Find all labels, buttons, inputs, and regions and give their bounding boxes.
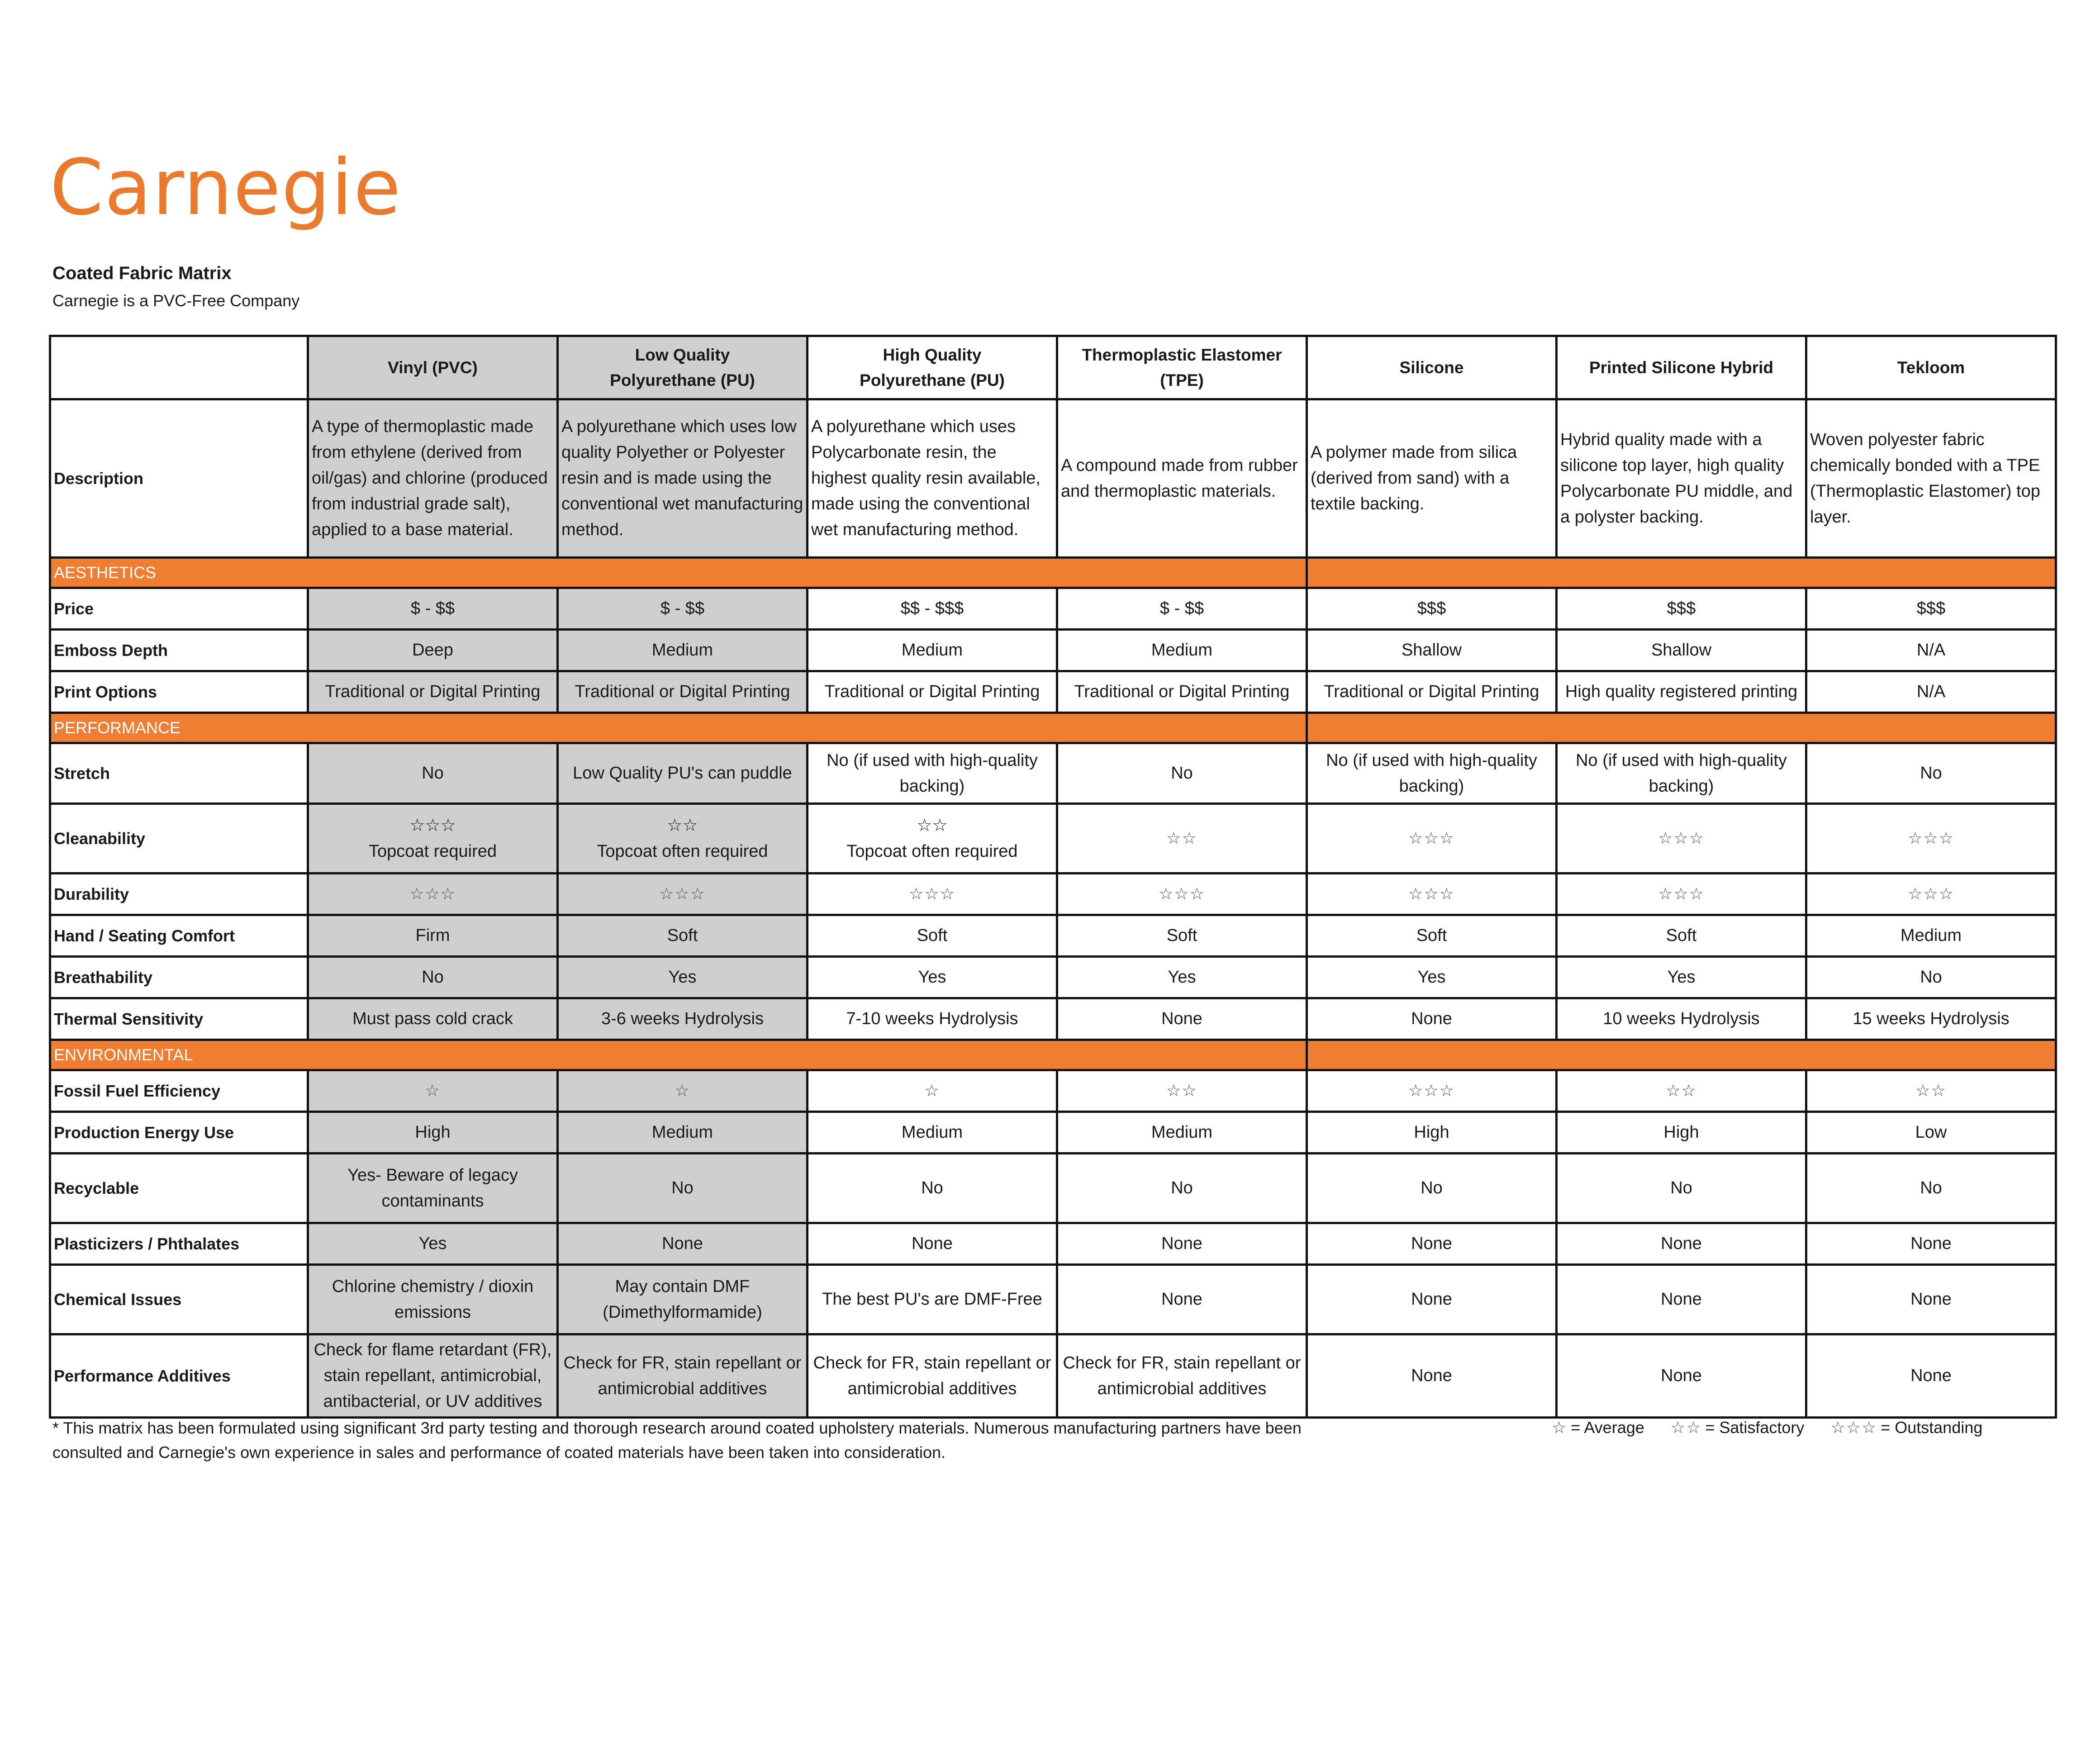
table-cell: None (1057, 1223, 1307, 1265)
table-cell: Soft (558, 915, 808, 957)
table-cell (1057, 1070, 1307, 1112)
star-rating-icon: ☆☆☆ (659, 885, 706, 903)
table-cell: None (1307, 1265, 1557, 1334)
row-label: Stretch (50, 743, 308, 804)
table-cell: Traditional or Digital Printing (558, 671, 808, 713)
table-cell: No (308, 957, 558, 998)
star-rating-icon: ☆ (924, 1082, 940, 1100)
table-cell: N/A (1806, 630, 2056, 671)
column-header: Tekloom (1806, 336, 2056, 399)
table-cell: No (1806, 743, 2056, 804)
page-subtitle: Carnegie is a PVC-Free Company (52, 291, 300, 310)
table-cell (558, 1070, 808, 1112)
table-cell (1307, 804, 1557, 874)
table-cell: 7-10 weeks Hydrolysis (808, 998, 1057, 1040)
table-cell (808, 874, 1057, 915)
row-label: Plasticizers / Phthalates (50, 1223, 308, 1265)
table-cell: Shallow (1307, 630, 1557, 671)
star-rating-icon: ☆☆☆ (1658, 885, 1705, 903)
table-cell: $ - $$ (1057, 588, 1307, 630)
table-cell: Low (1806, 1112, 2056, 1154)
table-cell (1557, 804, 1806, 874)
section-header-fill (1307, 713, 2056, 743)
table-cell (1307, 874, 1557, 915)
table-cell: $$$ (1806, 588, 2056, 630)
table-cell (1806, 1070, 2056, 1112)
table-cell: None (1557, 1223, 1806, 1265)
section-header-row (50, 713, 2056, 743)
table-cell: None (1806, 1334, 2056, 1418)
table-cell: None (1057, 998, 1307, 1040)
table-row (50, 1334, 2056, 1418)
table-cell: Shallow (1557, 630, 1806, 671)
table-cell (308, 874, 558, 915)
table-cell: High quality registered printing (1557, 671, 1806, 713)
table-cell: $ - $$ (558, 588, 808, 630)
header-row (50, 336, 2056, 399)
table-cell: Medium (1806, 915, 2056, 957)
star-icon: ☆ (1552, 1419, 1568, 1437)
table-cell: None (808, 1223, 1057, 1265)
table-cell: Soft (1307, 915, 1557, 957)
rating-with-note: ☆☆ Topcoat often required (597, 816, 768, 861)
star-rating-icon: ☆☆☆ (409, 885, 456, 903)
table-cell: None (1307, 998, 1557, 1040)
table-cell: $$$ (1307, 588, 1557, 630)
table-cell: N/A (1806, 671, 2056, 713)
table-cell: Yes (558, 957, 808, 998)
row-label: Description (50, 399, 308, 558)
table-cell (1557, 874, 1806, 915)
star-rating-icon: ☆☆☆ (1908, 885, 1954, 903)
description-cell: A type of thermoplastic made from ethylene (derived from oil/gas) and chlorine (produced from industrial grade salt), applied to a base material. (308, 399, 558, 558)
section-header-fill (1307, 1040, 2056, 1070)
table-cell: No (1806, 957, 2056, 998)
table-cell: No (558, 1154, 808, 1223)
table-row (50, 1070, 2056, 1112)
table-cell: None (1557, 1265, 1806, 1334)
table-cell: High (1307, 1112, 1557, 1154)
star-rating-icon: ☆☆ (1666, 1082, 1697, 1100)
table-row (50, 1112, 2056, 1154)
row-label: Emboss Depth (50, 630, 308, 671)
table-row (50, 1154, 2056, 1223)
rating-with-note: ☆☆☆ Topcoat required (368, 816, 497, 861)
row-label: Breathability (50, 957, 308, 998)
table-cell: May contain DMF (Dimethylformamide) (558, 1265, 808, 1334)
table-cell (308, 804, 558, 874)
rating-with-note: ☆☆ Topcoat often required (846, 816, 1018, 861)
star-icon: ☆☆☆ (1830, 1419, 1877, 1437)
section-header: ENVIRONMENTAL (50, 1040, 1307, 1070)
table-row (50, 1223, 2056, 1265)
row-label: Fossil Fuel Efficiency (50, 1070, 308, 1112)
table-cell: Chlorine chemistry / dioxin emissions (308, 1265, 558, 1334)
table-row (50, 874, 2056, 915)
table-row (50, 588, 2056, 630)
table-row (50, 743, 2056, 804)
table-cell: Yes (808, 957, 1057, 998)
table-cell: Medium (1057, 630, 1307, 671)
table-cell: None (1057, 1265, 1307, 1334)
section-header: AESTHETICS (50, 558, 1307, 588)
table-cell: No (1307, 1154, 1557, 1223)
carnegie-logo: Carnegie (50, 143, 402, 233)
table-cell: Check for flame retardant (FR), stain repellant, antimicrobial, antibacterial, or UV additives (308, 1334, 558, 1418)
star-icon: ☆☆ (1670, 1419, 1702, 1437)
table-cell: Soft (1557, 915, 1806, 957)
table-cell: Medium (558, 1112, 808, 1154)
table-cell: None (558, 1223, 808, 1265)
table-row (50, 630, 2056, 671)
section-header-row (50, 1040, 2056, 1070)
star-rating-icon: ☆☆☆ (1408, 885, 1455, 903)
table-cell: Traditional or Digital Printing (308, 671, 558, 713)
table-cell: $$ - $$$ (808, 588, 1057, 630)
table-cell: 15 weeks Hydrolysis (1806, 998, 2056, 1040)
coated-fabric-matrix-table (49, 335, 2057, 1419)
description-cell: A polyurethane which uses low quality Polyether or Polyester resin and is made using the conventional wet manufacturing method. (558, 399, 808, 558)
table-cell: The best PU's are DMF-Free (808, 1265, 1057, 1334)
description-cell: Woven polyester fabric chemically bonded with a TPE (Thermoplastic Elastomer) top layer. (1806, 399, 2056, 558)
table-cell: No (1806, 1154, 2056, 1223)
table-cell (1057, 804, 1307, 874)
table-cell: Traditional or Digital Printing (808, 671, 1057, 713)
table-cell: None (1806, 1265, 2056, 1334)
table-cell: Must pass cold crack (308, 998, 558, 1040)
table-cell (808, 1070, 1057, 1112)
table-cell: None (1557, 1334, 1806, 1418)
table-cell: Yes (1307, 957, 1557, 998)
table-cell: Medium (808, 1112, 1057, 1154)
table-cell (308, 1070, 558, 1112)
table-cell: Medium (1057, 1112, 1307, 1154)
table-cell: None (1307, 1334, 1557, 1418)
table-cell: No (808, 1154, 1057, 1223)
table-cell: Yes- Beware of legacy contaminants (308, 1154, 558, 1223)
description-cell: A polyurethane which uses Polycarbonate resin, the highest quality resin available, made using the conventional wet manufacturing method. (808, 399, 1057, 558)
table-cell: None (1307, 1223, 1557, 1265)
column-header: Silicone (1307, 336, 1557, 399)
table-row (50, 1265, 2056, 1334)
legend-label: = Outstanding (1881, 1418, 1983, 1437)
table-cell: No (1057, 743, 1307, 804)
star-rating-icon: ☆ (675, 1082, 690, 1100)
row-label: Price (50, 588, 308, 630)
star-rating-icon: ☆☆☆ (1408, 829, 1455, 848)
table-cell: Yes (1057, 957, 1307, 998)
row-label: Thermal Sensitivity (50, 998, 308, 1040)
table-cell: 10 weeks Hydrolysis (1557, 998, 1806, 1040)
table-cell: No (308, 743, 558, 804)
table-cell: Medium (558, 630, 808, 671)
table-cell: High (1557, 1112, 1806, 1154)
table-cell: Soft (808, 915, 1057, 957)
row-label: Cleanability (50, 804, 308, 874)
legend-item-satisfactory (1671, 1418, 1805, 1437)
table-cell: No (1557, 1154, 1806, 1223)
table-cell: No (1057, 1154, 1307, 1223)
table-cell: Check for FR, stain repellant or antimicrobial additives (808, 1334, 1057, 1418)
table-row (50, 998, 2056, 1040)
row-label: Recyclable (50, 1154, 308, 1223)
section-header: PERFORMANCE (50, 713, 1307, 743)
table-cell (558, 874, 808, 915)
table-cell (1806, 804, 2056, 874)
table-cell: No (if used with high-quality backing) (1557, 743, 1806, 804)
table-cell (808, 804, 1057, 874)
column-header: Low Quality Polyurethane (PU) (558, 336, 808, 399)
row-label: Durability (50, 874, 308, 915)
table-cell: Yes (1557, 957, 1806, 998)
section-header-fill (1307, 558, 2056, 588)
page-title: Coated Fabric Matrix (52, 263, 232, 283)
table-cell: Soft (1057, 915, 1307, 957)
table-cell: Low Quality PU's can puddle (558, 743, 808, 804)
legend-item-average (1552, 1418, 1644, 1437)
table-cell: Yes (308, 1223, 558, 1265)
table-cell: Deep (308, 630, 558, 671)
legend-label: = Average (1571, 1418, 1644, 1437)
table-cell (1057, 874, 1307, 915)
column-header: Thermoplastic Elastomer (TPE) (1057, 336, 1307, 399)
table-cell: Traditional or Digital Printing (1307, 671, 1557, 713)
table-cell: Check for FR, stain repellant or antimicrobial additives (1057, 1334, 1307, 1418)
legend-label: = Satisfactory (1705, 1418, 1805, 1437)
row-label: Performance Additives (50, 1334, 308, 1418)
row-label: Chemical Issues (50, 1265, 308, 1334)
star-rating-icon: ☆ (425, 1082, 441, 1100)
description-cell: A compound made from rubber and thermoplastic materials. (1057, 399, 1307, 558)
star-rating-icon: ☆☆ (1166, 1082, 1197, 1100)
corner-cell (50, 336, 308, 399)
table-cell (1557, 1070, 1806, 1112)
table-row (50, 804, 2056, 874)
star-rating-icon: ☆☆☆ (1658, 829, 1705, 848)
table-row (50, 915, 2056, 957)
row-label: Print Options (50, 671, 308, 713)
star-rating-icon: ☆☆☆ (909, 885, 955, 903)
star-rating-icon: ☆☆☆ (1908, 829, 1954, 848)
description-cell: A polymer made from silica (derived from sand) with a textile backing. (1307, 399, 1557, 558)
table-cell: Check for FR, stain repellant or antimicrobial additives (558, 1334, 808, 1418)
star-legend (1552, 1418, 1982, 1437)
table-cell (1806, 874, 2056, 915)
footnote: * This matrix has been formulated using significant 3rd party testing and thorough research around coated upholstery materials. Numerous manufacturing partners have been consulted and Carnegie's own experience in sales and performance of coated materials have been taken into consideration. (52, 1419, 1302, 1462)
column-header: Printed Silicone Hybrid (1557, 336, 1806, 399)
star-rating-icon: ☆☆☆ (1408, 1082, 1455, 1100)
row-label: Hand / Seating Comfort (50, 915, 308, 957)
table-cell: High (308, 1112, 558, 1154)
table-cell: $ - $$ (308, 588, 558, 630)
star-rating-icon: ☆☆ (1915, 1082, 1947, 1100)
column-header: High Quality Polyurethane (PU) (808, 336, 1057, 399)
table-cell: None (1806, 1223, 2056, 1265)
table-cell: Medium (808, 630, 1057, 671)
section-header-row (50, 558, 2056, 588)
table-row (50, 671, 2056, 713)
table-cell: No (if used with high-quality backing) (808, 743, 1057, 804)
table-cell: No (if used with high-quality backing) (1307, 743, 1557, 804)
row-label: Production Energy Use (50, 1112, 308, 1154)
description-cell: Hybrid quality made with a silicone top layer, high quality Polycarbonate PU middle, and a polyster backing. (1557, 399, 1806, 558)
table-cell: $$$ (1557, 588, 1806, 630)
table-cell: Traditional or Digital Printing (1057, 671, 1307, 713)
star-rating-icon: ☆☆☆ (1159, 885, 1205, 903)
star-rating-icon: ☆☆ (1166, 829, 1197, 848)
table-cell (1307, 1070, 1557, 1112)
column-header: Vinyl (PVC) (308, 336, 558, 399)
table-row (50, 957, 2056, 998)
table-cell: 3-6 weeks Hydrolysis (558, 998, 808, 1040)
table-cell: Firm (308, 915, 558, 957)
table-cell (558, 804, 808, 874)
legend-item-outstanding (1830, 1418, 1982, 1437)
description-row (50, 399, 2056, 558)
